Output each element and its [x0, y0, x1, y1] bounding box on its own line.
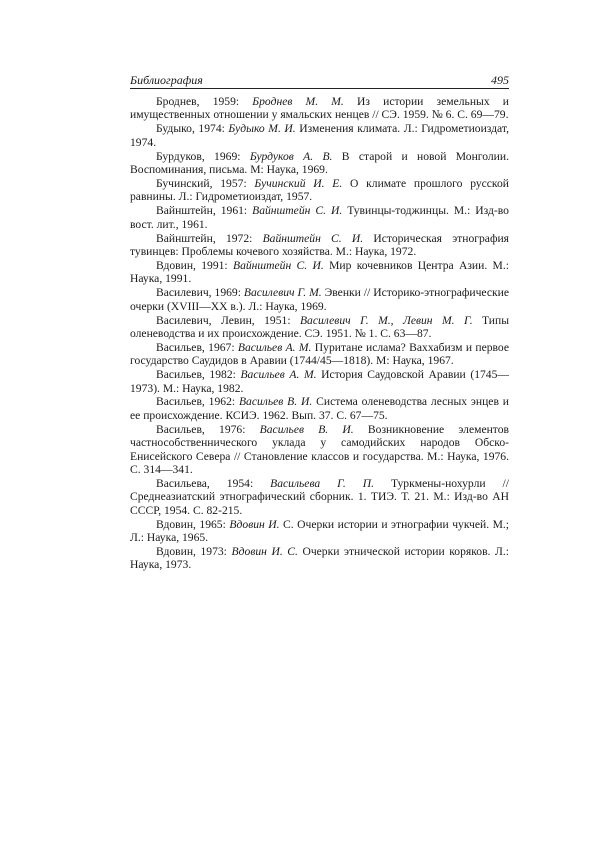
entry-lead: Бучинский, 1957:: [156, 176, 255, 190]
entry-rest: История Саудовской Аравии (1745—1973). М.: Наука, 1982.: [130, 368, 509, 395]
entry-author: Васильев А. М.: [240, 368, 317, 382]
running-head-title: Библиография: [130, 73, 203, 87]
entry-lead: Бурдуков, 1969:: [156, 149, 250, 163]
entry-rest: Туркмены-нохурли // Среднеазиатский этнографический сборник. 1. ТИЭ. Т. 21. М.: Изд-во АН СССР, 1954. С. 82-215.: [130, 476, 509, 517]
entry-lead: Васильев, 1962:: [156, 395, 239, 409]
entry-lead: Василевич, Левин, 1951:: [156, 313, 300, 327]
bibliography-entry: [130, 545, 509, 572]
bibliography-entry: [130, 259, 509, 286]
entry-rest: Мир кочевников Центра Азии. М.: Наука, 1991.: [130, 258, 509, 286]
entry-rest: Система оленеводства лесных энцев и ее происхождение. КСИЭ. 1962. Вып. 37. С. 67—75.: [130, 395, 509, 422]
entry-rest: С. Очерки истории и этнографии чукчей. М.; Л.: Наука, 1965.: [130, 517, 510, 544]
entry-rest: Типы оленеводства и их происхождение. СЭ. 1951. № 1. С. 63—87.: [130, 313, 510, 340]
bibliography-entry: [130, 395, 509, 422]
entry-rest: В старой и новой Монголии. Воспоминания, письма. М: Наука, 1969.: [130, 149, 509, 177]
entry-author: Бучинский И. Е.: [254, 176, 343, 190]
entry-rest: Эвенки // Историко-этнографические очерки (XVIII—XX в.). Л.: Наука, 1969.: [130, 286, 509, 313]
bibliography-entry: [130, 122, 509, 149]
entry-lead: Будыко, 1974:: [156, 122, 229, 136]
entry-rest: Возникновение элементов частнособственнического уклада у самодийских народов Обско-Енисейского Севера // Становление классов и государства. М.: Наука, 1976. С. 314—341.: [130, 422, 509, 476]
entry-author: Васильев В. И.: [238, 395, 313, 409]
entry-lead: Васильев, 1967:: [156, 340, 238, 354]
bibliography-entry: [130, 286, 509, 313]
entry-lead: Вайнштейн, 1961:: [156, 204, 253, 218]
entry-author: Броднев М. М.: [252, 95, 344, 108]
entry-lead: Вдовин, 1965:: [156, 517, 230, 531]
entry-rest: Из истории земельных и имущественных отношении у ямальских ненцев // СЭ. 1959. № 6. С. 69—79.: [130, 95, 510, 122]
bibliography-entry: [130, 232, 509, 259]
entry-author: Вайнштейн С. И.: [232, 258, 324, 272]
running-head: [130, 72, 509, 88]
entry-author: Вайнштейн С. И.: [252, 204, 343, 218]
bibliography-entry: [130, 177, 509, 204]
bibliography-entry: [130, 518, 509, 545]
entry-rest: Пуритане ислама? Ваххабизм и первое государство Саудидов в Аравии (1744/45—1818). М: Наука, 1967.: [130, 340, 509, 368]
entry-author: Вдовин И.: [229, 517, 280, 531]
entry-rest: Тувинцы-тоджинцы. М.: Изд-во вост. лит., 1961.: [130, 204, 509, 231]
entry-author: Васильев В. И.: [259, 422, 354, 436]
entry-author: Будыко М. И.: [228, 122, 296, 136]
entry-lead: Васильев, 1982:: [156, 368, 241, 382]
entry-lead: Броднев, 1959:: [156, 95, 253, 108]
entry-rest: Очерки этнической истории коряков. Л.: Наука, 1973.: [130, 544, 509, 572]
entry-lead: Василевич, 1969:: [156, 286, 244, 300]
entry-rest: Историческая этнография тувинцев: Проблемы кочевого хозяйства. М.: Наука, 1972.: [130, 231, 509, 258]
bibliography-entry: [130, 204, 509, 231]
entry-rest: О климате прошлого русской равнины. Л.: Гидрометиоиздат, 1957.: [130, 176, 509, 204]
bibliography-entry: [130, 150, 509, 177]
bibliography-entry: [130, 368, 509, 395]
entry-lead: Васильева, 1954:: [156, 476, 271, 490]
bibliography-entry: [130, 477, 509, 517]
entry-author: Василевич Г. М., Левин М. Г.: [299, 313, 473, 327]
entry-rest: Изменения климата. Л.: Гидрометиоиздат, 1974.: [130, 122, 509, 149]
bibliography-entry: [130, 423, 509, 477]
entry-author: Васильева Г. П.: [270, 476, 375, 490]
entry-lead: Вдовин, 1991:: [156, 258, 233, 272]
entry-author: Вайнштейн С. И.: [262, 231, 364, 245]
entry-lead: Вайнштейн, 1972:: [156, 231, 263, 245]
entry-author: Василевич Г. М.: [243, 286, 322, 300]
entry-lead: Вдовин, 1973:: [156, 544, 232, 558]
bibliography-entry: [130, 95, 509, 122]
page-number: 495: [491, 73, 509, 87]
header-rule: [130, 88, 509, 89]
entry-author: Васильев А. М.: [237, 340, 312, 354]
entry-author: Вдовин И. С.: [231, 544, 298, 558]
bibliography-list: [130, 95, 509, 572]
bibliography-entry: [130, 314, 509, 341]
entry-lead: Васильев, 1976:: [156, 422, 260, 436]
bibliography-entry: [130, 341, 509, 368]
entry-author: Бурдуков А. В.: [249, 149, 333, 163]
